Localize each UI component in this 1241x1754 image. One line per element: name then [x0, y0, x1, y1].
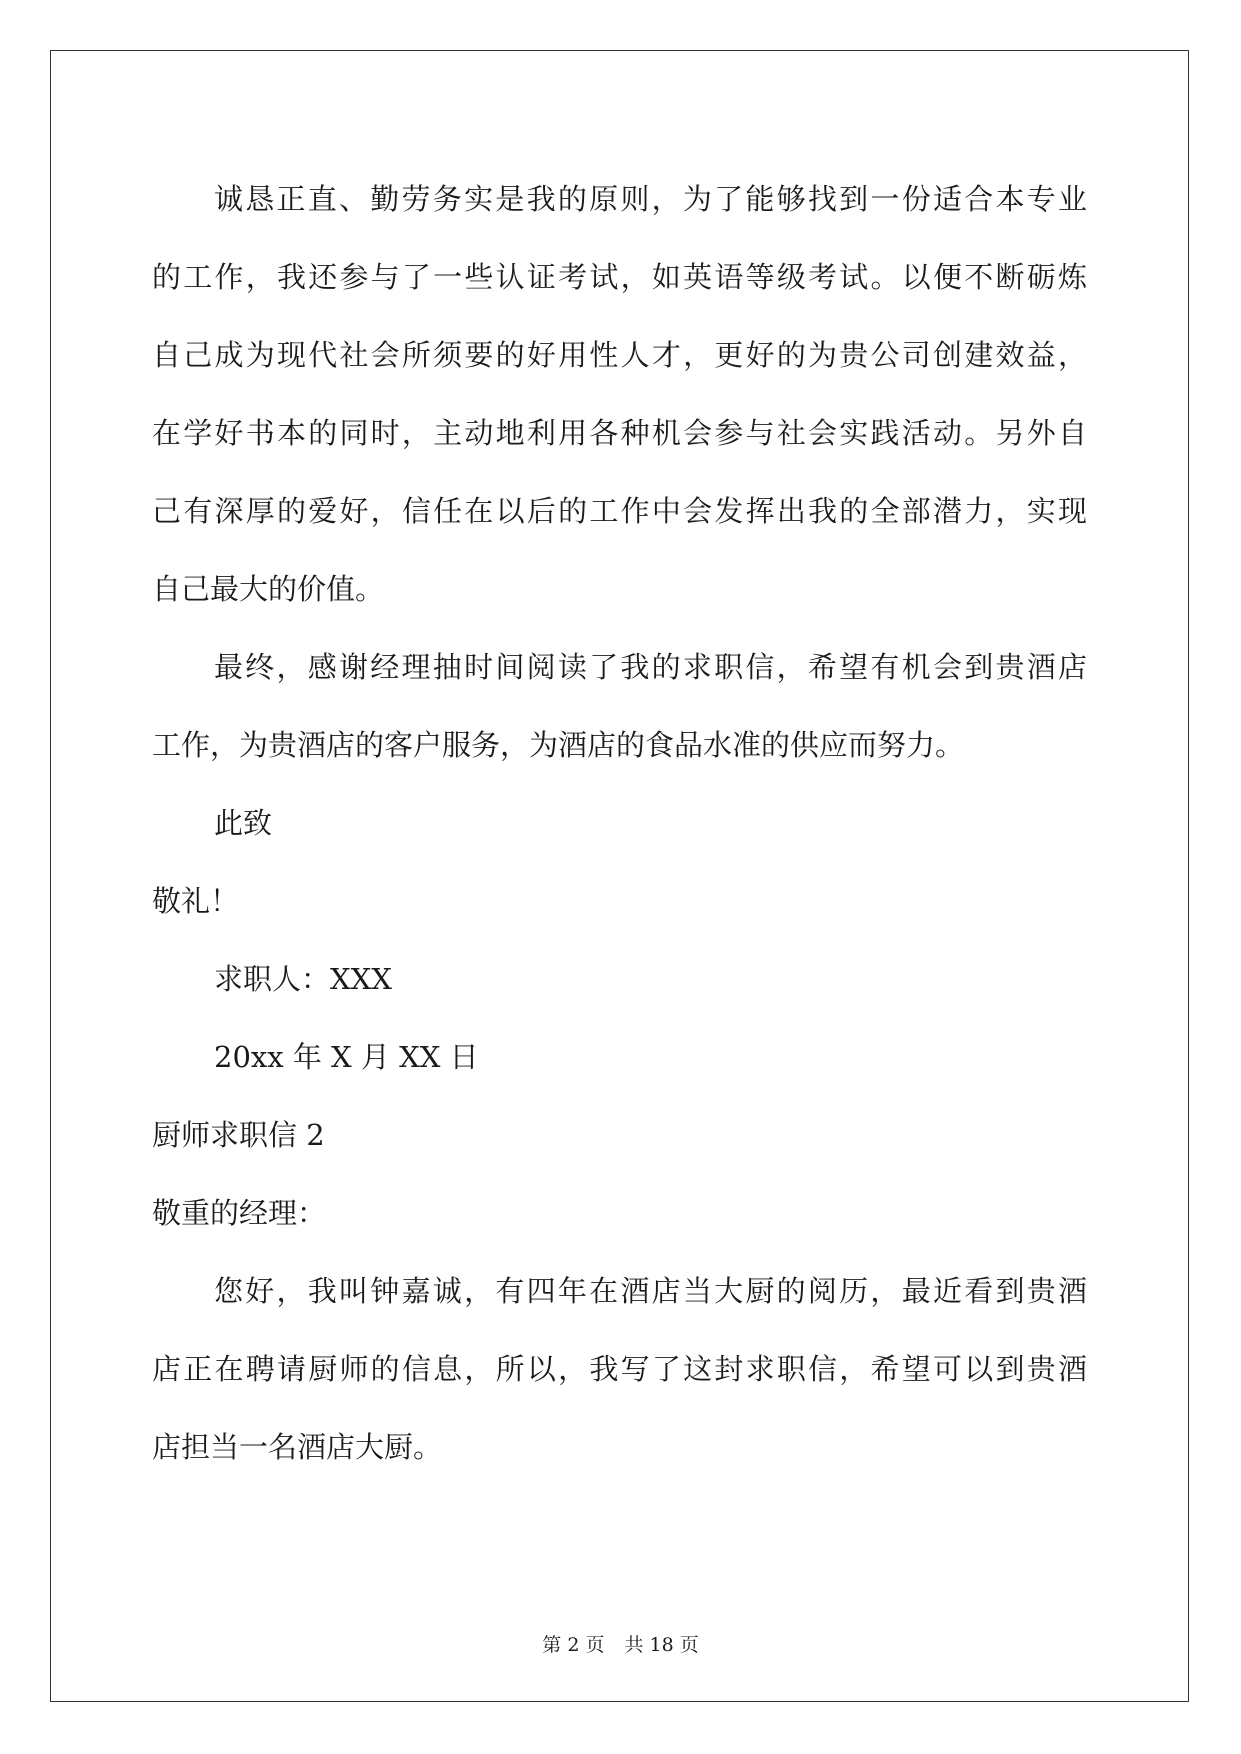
closing-cizhi: 此致	[214, 806, 273, 840]
letter2-salutation: 敬重的经理：	[152, 1196, 327, 1230]
paragraph-line: 工作，为贵酒店的客户服务，为酒店的食品水准的供应而努力。	[152, 728, 965, 762]
document-body	[152, 160, 1087, 1486]
paragraph-line: 店担当一名酒店大厨。	[152, 1430, 443, 1464]
paragraph-line: 最终，感谢经理抽时间阅读了我的求职信，希望有机会到贵酒店	[214, 650, 1087, 684]
closing-jingli: 敬礼！	[152, 884, 240, 918]
letter2-title: 厨师求职信 2	[152, 1118, 325, 1152]
paragraph-line: 店正在聘请厨师的信息，所以，我写了这封求职信，希望可以到贵酒	[152, 1352, 1087, 1386]
page-number: 第 2 页	[542, 1634, 605, 1656]
page-footer	[0, 1630, 1241, 1657]
paragraph-line: 在学好书本的同时，主动地利用各种机会参与社会实践活动。另外自	[152, 416, 1087, 450]
paragraph-line: 诚恳正直、勤劳务实是我的原则，为了能够找到一份适合本专业	[214, 182, 1087, 216]
paragraph-line: 自己成为现代社会所须要的好用性人才，更好的为贵公司创建效益，	[152, 338, 1087, 372]
paragraph-line: 您好，我叫钟嘉诚，有四年在酒店当大厨的阅历，最近看到贵酒	[214, 1274, 1087, 1308]
applicant-signature: 求职人：XXX	[214, 962, 392, 996]
paragraph-line: 自己最大的价值。	[152, 572, 385, 606]
paragraph-line: 己有深厚的爱好，信任在以后的工作中会发挥出我的全部潜力，实现	[152, 494, 1087, 528]
page-total: 共 18 页	[624, 1634, 699, 1656]
letter-date: 20xx 年 X 月 XX 日	[214, 1040, 479, 1074]
paragraph-line: 的工作，我还参与了一些认证考试，如英语等级考试。以便不断砺炼	[152, 260, 1087, 294]
